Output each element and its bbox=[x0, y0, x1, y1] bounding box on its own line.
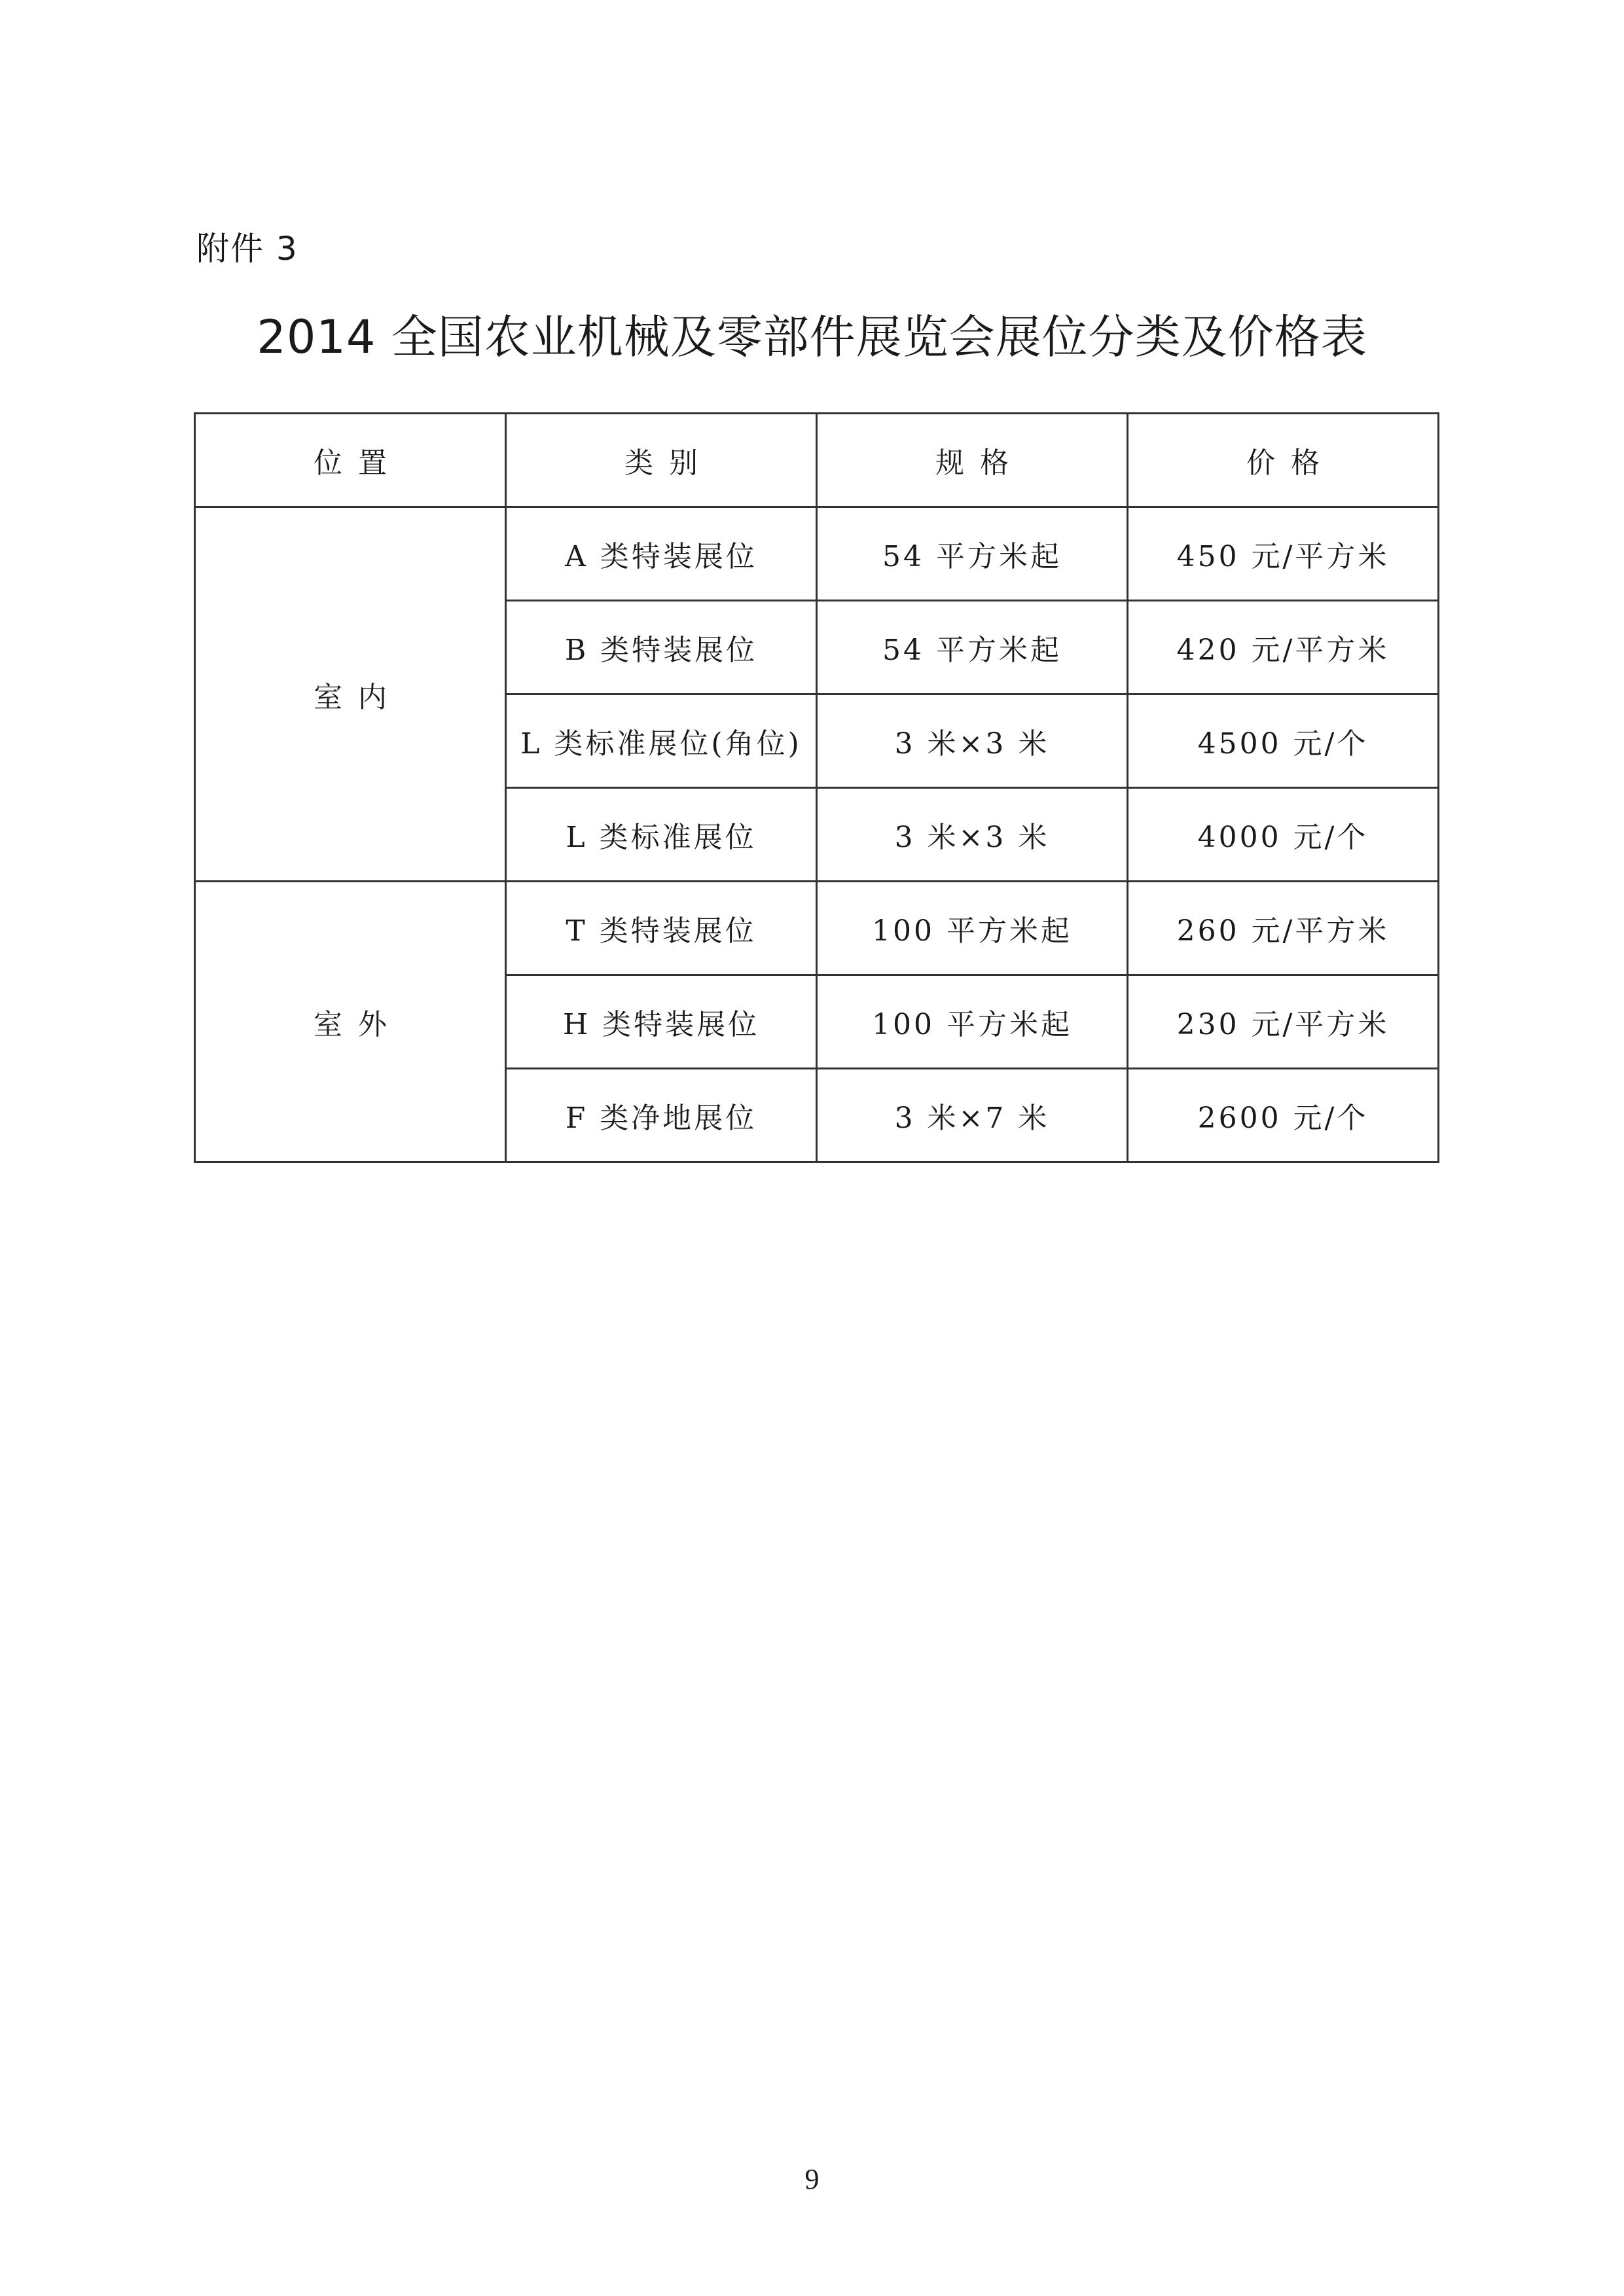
category-cell: L 类标准展位 bbox=[506, 788, 817, 882]
price-cell: 4000 元/个 bbox=[1128, 788, 1439, 882]
header-location: 位置 bbox=[195, 414, 506, 507]
attachment-label: 附件 3 bbox=[196, 230, 298, 268]
table-row bbox=[195, 882, 1439, 975]
price-cell: 450 元/平方米 bbox=[1128, 507, 1439, 601]
category-cell: B 类特装展位 bbox=[506, 601, 817, 694]
category-cell: L 类标准展位(角位) bbox=[506, 694, 817, 788]
booth-price-table bbox=[194, 412, 1439, 1163]
header-spec: 规格 bbox=[817, 414, 1128, 507]
category-cell: A 类特装展位 bbox=[506, 507, 817, 601]
location-indoor: 室内 bbox=[195, 507, 506, 882]
table-row bbox=[195, 507, 1439, 601]
spec-cell: 54 平方米起 bbox=[817, 601, 1128, 694]
page-number: 9 bbox=[804, 2163, 820, 2195]
price-cell: 4500 元/个 bbox=[1128, 694, 1439, 788]
spec-cell: 3 米×3 米 bbox=[817, 694, 1128, 788]
category-cell: T 类特装展位 bbox=[506, 882, 817, 975]
spec-cell: 3 米×3 米 bbox=[817, 788, 1128, 882]
category-cell: H 类特装展位 bbox=[506, 975, 817, 1069]
spec-cell: 100 平方米起 bbox=[817, 882, 1128, 975]
price-cell: 260 元/平方米 bbox=[1128, 882, 1439, 975]
header-category: 类别 bbox=[506, 414, 817, 507]
spec-cell: 54 平方米起 bbox=[817, 507, 1128, 601]
price-cell: 420 元/平方米 bbox=[1128, 601, 1439, 694]
price-cell: 230 元/平方米 bbox=[1128, 975, 1439, 1069]
spec-cell: 100 平方米起 bbox=[817, 975, 1128, 1069]
header-price: 价格 bbox=[1128, 414, 1439, 507]
location-outdoor: 室外 bbox=[195, 882, 506, 1162]
category-cell: F 类净地展位 bbox=[506, 1069, 817, 1162]
document-title: 2014 全国农业机械及零部件展览会展位分类及价格表 bbox=[257, 310, 1367, 364]
spec-cell: 3 米×7 米 bbox=[817, 1069, 1128, 1162]
table-header-row bbox=[195, 414, 1439, 507]
price-cell: 2600 元/个 bbox=[1128, 1069, 1439, 1162]
